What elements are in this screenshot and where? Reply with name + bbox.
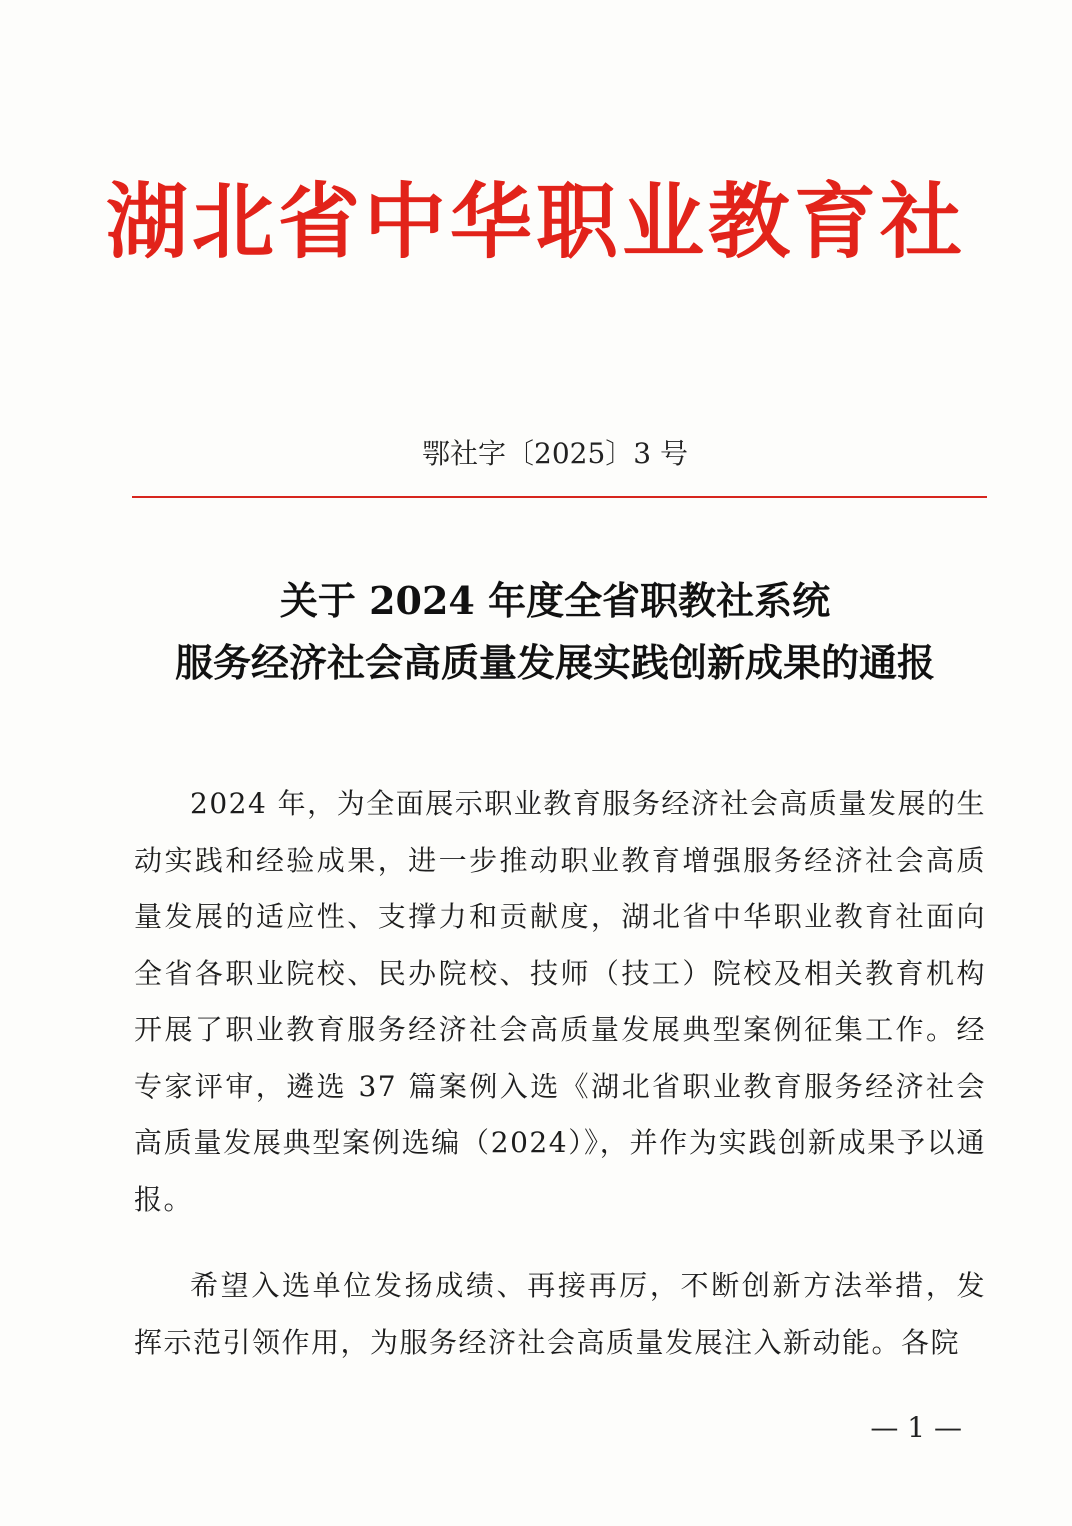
title-line-1: 关于 2024 年度全省职教社系统 xyxy=(279,578,831,623)
body-paragraph-2: 希望入选单位发扬成绩、再接再厉，不断创新方法举措，发挥示范引领作用，为服务经济社会高质量发展注入新动能。各院 xyxy=(134,1269,986,1359)
document-title xyxy=(0,570,1072,694)
issuer-masthead: 湖北省中华职业教育社 xyxy=(105,175,966,270)
page-number: — 1 — xyxy=(870,1411,962,1444)
body-paragraph-1: 2024 年，为全面展示职业教育服务经济社会高质量发展的生动实践和经验成果，进一步推动职业教育增强服务经济社会高质量发展的适应性、支撑力和贡献度，湖北省中华职业教育社面向全省各职业院校、民办院校、技师（技工）院校及相关教育机构开展了职业教育服务经济社会高质量发展典型案例征集工作。经专家评审，遴选 37 篇案例入选《湖北省职业教育服务经济社会高质量发展典型案例选编（2024）》，并作为实践创新成果予以通报。 xyxy=(134,787,986,1216)
document-number: 鄂社字〔2025〕3 号 xyxy=(422,437,688,470)
red-divider-line xyxy=(132,496,987,498)
title-line-2: 服务经济社会高质量发展实践创新成果的通报 xyxy=(174,640,935,685)
